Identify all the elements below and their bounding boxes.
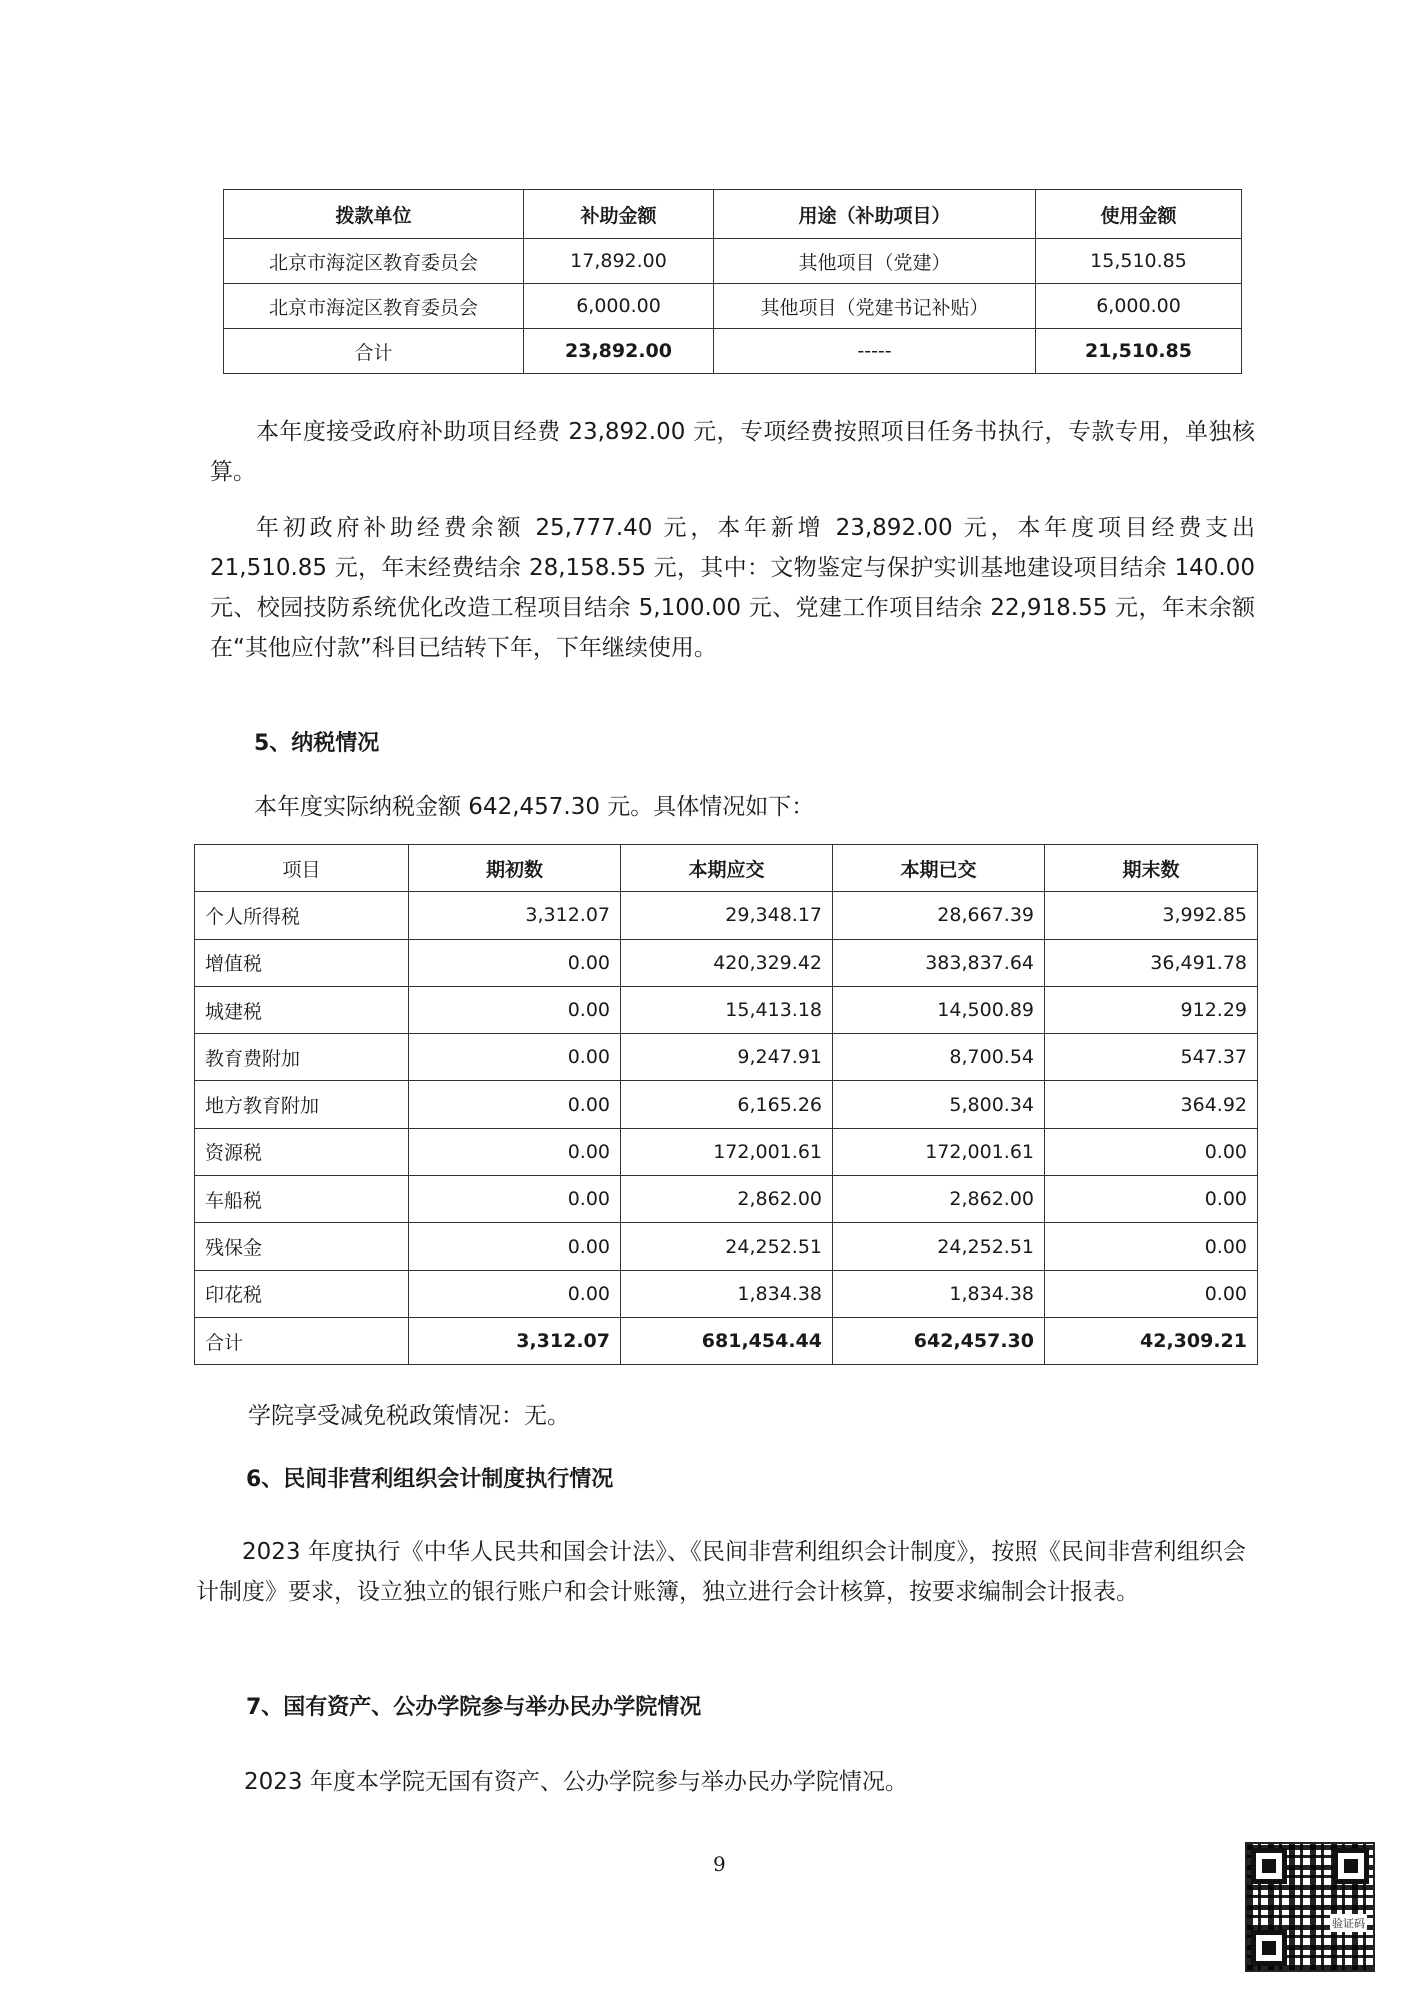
total-row (195, 1317, 1258, 1364)
section-heading-accounting: 6、民间非营利组织会计制度执行情况 (246, 1467, 614, 1492)
table-cell: 个人所得税 (195, 892, 409, 939)
header-cell: 用途（补助项目） (714, 190, 1036, 239)
table-row (195, 1128, 1258, 1175)
table-row (224, 284, 1242, 329)
table-cell: 547.37 (1045, 1034, 1258, 1081)
tax-intro: 本年度实际纳税金额 642,457.30 元。具体情况如下： (254, 794, 815, 820)
table-cell: 420,329.42 (621, 939, 833, 986)
section-text-accounting: 2023 年度执行《中华人民共和国会计法》、《民间非营利组织会计制度》，按照《民间非营利组织会计制度》要求，设立独立的银行账户和会计账簿，独立进行会计核算，按要求编制会计报表。 (196, 1539, 1246, 1605)
table-cell: 172,001.61 (621, 1128, 833, 1175)
table-cell: 0.00 (409, 986, 621, 1033)
header-cell: 拨款单位 (224, 190, 524, 239)
table-cell: 364.92 (1045, 1081, 1258, 1128)
table-cell: 0.00 (1045, 1223, 1258, 1270)
header-cell: 使用金额 (1036, 190, 1242, 239)
table-cell: 其他项目（党建书记补贴） (714, 284, 1036, 329)
table-cell: 0.00 (409, 1034, 621, 1081)
table-cell: 0.00 (409, 1176, 621, 1223)
table-cell: 29,348.17 (621, 892, 833, 939)
table-cell: 6,000.00 (1036, 284, 1242, 329)
table-cell: 681,454.44 (621, 1317, 833, 1364)
table-row (195, 1176, 1258, 1223)
table-cell: 24,252.51 (621, 1223, 833, 1270)
table-cell: 1,834.38 (621, 1270, 833, 1317)
header-cell: 本期应交 (621, 845, 833, 892)
table-cell: 172,001.61 (833, 1128, 1045, 1175)
table-cell: 2,862.00 (621, 1176, 833, 1223)
qr-label: 验证码 (1330, 1914, 1367, 1932)
header-cell: 本期已交 (833, 845, 1045, 892)
table-row (195, 892, 1258, 939)
table-cell: 0.00 (1045, 1270, 1258, 1317)
table-cell: 6,000.00 (524, 284, 714, 329)
table-cell: 36,491.78 (1045, 939, 1258, 986)
header-cell: 补助金额 (524, 190, 714, 239)
tax-table (194, 844, 1258, 1365)
table-cell: 14,500.89 (833, 986, 1045, 1033)
table-cell: 0.00 (409, 1270, 621, 1317)
table-cell: 0.00 (409, 939, 621, 986)
table-cell: 1,834.38 (833, 1270, 1045, 1317)
qr-finder-pattern (1333, 1848, 1369, 1884)
tax-exemption-note: 学院享受减免税政策情况：无。 (248, 1403, 570, 1429)
header-cell: 期末数 (1045, 845, 1258, 892)
table-cell: 城建税 (195, 986, 409, 1033)
table-row (195, 1223, 1258, 1270)
tax-table-header (195, 845, 1258, 892)
paragraph-grant-balance: 年初政府补助经费余额 25,777.40 元，本年新增 23,892.00 元，本年度项目经费支出 21,510.85 元，年末经费结余 28,158.55 元，其中：文物鉴定与保护实训基地建设项目结余 140.00 元、校园技防系统优化改造工程项目结余 5,100.00 元、党建工作项目结余 22,918.55 元，年末余额在“其他应付款”科目已结转下年，下年继续使用。 (210, 515, 1255, 661)
section-heading-state-assets: 7、国有资产、公办学院参与举办民办学院情况 (246, 1695, 702, 1720)
table-cell: 15,413.18 (621, 986, 833, 1033)
total-row (224, 329, 1242, 374)
table-cell: 0.00 (409, 1223, 621, 1270)
table-cell: 合计 (195, 1317, 409, 1364)
table-cell: 23,892.00 (524, 329, 714, 374)
section-heading-tax: 5、纳税情况 (254, 731, 380, 756)
table-cell: 0.00 (1045, 1176, 1258, 1223)
table-cell: 9,247.91 (621, 1034, 833, 1081)
table-cell: 3,312.07 (409, 892, 621, 939)
table-row (224, 239, 1242, 284)
table-cell: 21,510.85 (1036, 329, 1242, 374)
table-cell: 6,165.26 (621, 1081, 833, 1128)
header-cell: 期初数 (409, 845, 621, 892)
table-cell: 0.00 (409, 1081, 621, 1128)
section-text-state-assets: 2023 年度本学院无国有资产、公办学院参与举办民办学院情况。 (244, 1769, 908, 1795)
table-cell: 28,667.39 (833, 892, 1045, 939)
table-cell: 642,457.30 (833, 1317, 1045, 1364)
table-cell: 42,309.21 (1045, 1317, 1258, 1364)
table-row (195, 1034, 1258, 1081)
table-cell: 2,862.00 (833, 1176, 1045, 1223)
table-cell: 地方教育附加 (195, 1081, 409, 1128)
table-cell: 车船税 (195, 1176, 409, 1223)
table-cell: 增值税 (195, 939, 409, 986)
table-cell: 3,992.85 (1045, 892, 1258, 939)
table-cell: 3,312.07 (409, 1317, 621, 1364)
table-cell: 0.00 (409, 1128, 621, 1175)
table-cell: 残保金 (195, 1223, 409, 1270)
table-cell: 资源税 (195, 1128, 409, 1175)
table-cell: 24,252.51 (833, 1223, 1045, 1270)
table-cell: 5,800.34 (833, 1081, 1045, 1128)
table-cell: 17,892.00 (524, 239, 714, 284)
table-cell: 北京市海淀区教育委员会 (224, 239, 524, 284)
verification-qr-code (1245, 1842, 1375, 1972)
table-cell: 教育费附加 (195, 1034, 409, 1081)
table-row (195, 1270, 1258, 1317)
table-cell: 印花税 (195, 1270, 409, 1317)
table-row (195, 939, 1258, 986)
table-cell: 8,700.54 (833, 1034, 1045, 1081)
table-cell: 合计 (224, 329, 524, 374)
table-cell: 15,510.85 (1036, 239, 1242, 284)
table-cell: 0.00 (1045, 1128, 1258, 1175)
page-number: 9 (713, 1852, 726, 1876)
paragraph-grant-summary: 本年度接受政府补助项目经费 23,892.00 元，专项经费按照项目任务书执行，专款专用，单独核算。 (210, 419, 1255, 485)
table-cell: 北京市海淀区教育委员会 (224, 284, 524, 329)
table-cell: 其他项目（党建） (714, 239, 1036, 284)
table-cell: ----- (714, 329, 1036, 374)
grant-table-header (224, 190, 1242, 239)
table-row (195, 1081, 1258, 1128)
qr-finder-pattern (1251, 1930, 1287, 1966)
table-cell: 912.29 (1045, 986, 1258, 1033)
table-cell: 383,837.64 (833, 939, 1045, 986)
qr-finder-pattern (1251, 1848, 1287, 1884)
header-cell: 项目 (195, 845, 409, 892)
table-row (195, 986, 1258, 1033)
grant-table (223, 189, 1242, 374)
